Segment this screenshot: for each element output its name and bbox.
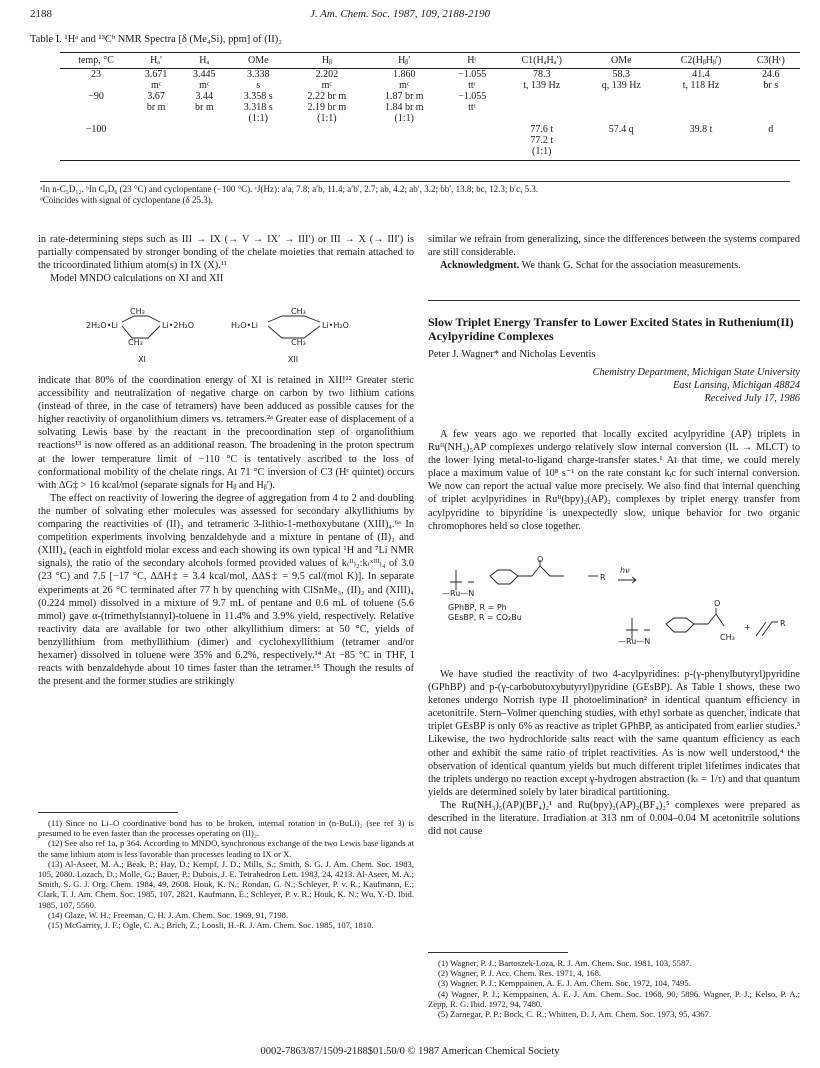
table-header-row: [60, 53, 800, 69]
footnote-r2: (2) Wagner, P. J. Acc. Chem. Res. 1971, 4, 168.: [438, 968, 602, 979]
table-cell: 41.4: [692, 69, 710, 80]
table-cell: [132, 135, 180, 146]
table-cell: 2.19 br m: [307, 102, 347, 113]
table-header-cell: temp, °C: [60, 53, 132, 69]
table-header-cell: OMe: [228, 53, 288, 69]
ru-label-1: —Ru—N: [442, 589, 475, 598]
table-cell: 77.2 t: [530, 135, 554, 146]
table-cell: [582, 91, 660, 102]
table-cell: −90: [88, 91, 104, 102]
table-cell: ttᶜ: [468, 80, 477, 91]
table-cell: [288, 124, 365, 135]
table-cell: [132, 113, 180, 124]
carbonyl-o-2: O: [714, 599, 721, 608]
table-cell: 77.6 t: [530, 124, 554, 135]
table-cell: [180, 113, 228, 124]
table-cell: q, 139 Hz: [601, 80, 641, 91]
table-row: [60, 124, 800, 135]
left-column-top: [38, 233, 414, 285]
article-title: Slow Triplet Energy Transfer to Lower Excited States in Ruthenium(II) Acylpyridine Complexes: [428, 315, 794, 343]
left-column-main: [38, 374, 414, 688]
table-cell: [60, 102, 132, 113]
table-row: [60, 91, 800, 102]
table-cell: −1.055: [458, 69, 487, 80]
label-xii: XII: [287, 355, 299, 364]
ru-center-1: [450, 570, 474, 590]
ru-label-2: —Ru—N: [618, 637, 651, 646]
table-cell: [443, 146, 501, 161]
right-footnotes: [428, 952, 800, 1019]
table-cell: [661, 102, 742, 113]
table-cell: mᶜ: [399, 80, 410, 91]
left-paragraph-1: in rate-determining steps such as III → IX (→ V → IX′ → III′) or III → X (→ III′) is partially compensated by stronger bonding of the chelate moieties that remain attached to the tricoordinated lithium atom(s) in IX (X).¹¹: [38, 234, 414, 272]
table-cell: [501, 91, 582, 102]
table-cell: 57.4 q: [608, 124, 634, 135]
table-cell: [366, 124, 443, 135]
table-cell: [228, 135, 288, 146]
left-footnotes: [38, 812, 414, 930]
table-cell: (1:1): [248, 113, 268, 124]
footnote-14: (14) Glaze, W. H.; Freeman, C. H. J. Am. Chem. Soc. 1969, 91, 7198.: [48, 909, 289, 920]
table-cell: [132, 146, 180, 161]
r-group-2: R: [780, 619, 786, 628]
table-header-cell: C2(HᵦHᵦ′): [661, 53, 742, 69]
received-date: Received July 17, 1986: [704, 393, 800, 404]
journal-citation: J. Am. Chem. Soc. 1987, 109, 2188-2190: [309, 8, 491, 20]
xi-ch3-top: CH₃: [130, 307, 145, 316]
table-cell: br m: [146, 102, 166, 113]
table-cell: [60, 80, 132, 91]
table-cell: 58.3: [612, 69, 631, 80]
acetyl-group: [694, 608, 724, 626]
table-cell: 78.3: [532, 69, 551, 80]
pyridine-ring-2: [666, 618, 694, 632]
reaction-scheme: [440, 555, 800, 668]
table-body: [60, 69, 800, 161]
table-header-cell: Hₐ′: [132, 53, 180, 69]
table-cell: br m: [194, 102, 214, 113]
left-paragraph-4: The effect on reactivity of lowering the degree of aggregation from 4 to 2 and doubling the number of solvating ether molecules was assessed for secondary alkyllithiums by comparing the reactivities of (II)₂ and tetrameric 3-lithio-1-methoxybutane (XIII)₄.⁶ᵃ In competition experiments involving benzaldehyde and a mixture in pentane of (II)₂ and (XIII)₄ (each in eightfold molar excess and each showing its own typical ¹H and ⁷Li NMR signals), the ratio of the secondary alcohols formed provided values of k₍ᴵᴵ₎₂:k₍ˣᴵᴵᴵ₎₄ of 3.0 (23 °C) and 7.5 [−17 °C, ΔΔH‡ = 3.4 kcal/mol, ΔΔS‡ = 9.5 cal/(mol K)]. In separate experiments at 26 °C terminated after 77 h by quenching with ClSnMe₃, (II)₂ and (XIII)₄ (0.224 mmol) dissolved in a mixture of 9.7 mL of pentane and 0.6 mL of toluene (5.6 mmol) gave α-(trimethylstannyl)-toluene in 11.4% and 3.9% yield, respectively. Relative reactivity data are available for two other alkyllithium dimers: at 50 °C, yields of benzyllithium from methyllithium (dimer) and cyclohexyllithium (tetramer and/or hexamer) dissolved in toluene were 35% and 6.2%, respectively.¹⁴ At −85 °C in THF, I reacts with benzaldehyde about 10 times faster than the tetramer.¹⁵ Though the results of the present and the former studies are strikingly: [38, 492, 414, 688]
left-paragraph-2: Model MNDO calculations on XI and XII: [50, 273, 224, 285]
left-footnote-rule: [38, 812, 178, 813]
table-cell: (1:1): [501, 146, 582, 161]
table-footnote-1: ᵃIn n-C₅D₁₂. ᵇIn C₆D₆ (23 °C) and cyclopentane (−100 °C). ᶜJ(Hz): a′a, 7.8; a′b, 11.4; a′b′, 2.7; ab, 4.2; ab′, 3.2; bb′, 13.8; bc, 12.3; b′c, 5.3.: [40, 184, 539, 194]
table-cell: [582, 146, 660, 161]
acknowledgment-text: We thank G. Schat for the association measurements.: [519, 260, 741, 272]
table-cell: [661, 146, 742, 161]
table-cell: ttᶜ: [468, 102, 477, 113]
right-paragraph-4: The Ru(NH₃)₅(AP)(BF₄)₂¹ and Ru(bpy)₂(AP)₂(BF₄)₂⁵ complexes were prepared as described in the literature. Irradiation at 313 nm of 0.004–0.04 M acetonitrile solutions did not cause: [428, 799, 800, 838]
table-cell: 3.318 s: [243, 102, 273, 113]
table-cell: 39.8 t: [689, 124, 713, 135]
acknowledgment: [428, 259, 800, 272]
table-cell: 3.445: [193, 69, 216, 80]
plus-sign: +: [744, 623, 751, 632]
table-cell: [582, 135, 660, 146]
xii-ch3-top: CH₃: [291, 307, 306, 316]
table-header-cell: Hᶜ: [443, 53, 501, 69]
table-cell: [443, 135, 501, 146]
table-cell: 1.84 br m: [384, 102, 424, 113]
table-header-cell: Hᵦ: [288, 53, 365, 69]
table-row: [60, 135, 800, 146]
right-column-main: [428, 668, 800, 838]
affiliation-1: Chemistry Department, Michigan State University: [592, 367, 800, 378]
table-cell: [661, 91, 742, 102]
footnote-13: (13) Al-Aseer, M. A.; Beak, P.; Hay, D.; Kempf, J. D.; Mills, S.; Smith, S. G. J. Am. Chem. Soc. 1983, 105, 2080. Lozach, D.; Molle, G.; Bauer, P.; Dubois, J. E. Tetrahedron Lett. 1983, 24, 4213. Al-Aseer, M. A.; Smith, S. G. J. Org. Chem. 1984, 49, 2608. Houk, K. N.; Rondan, G. N.; Schleyer, P. v. R.; Kaufmann, E.; Clark, T. J. Am. Chem. Soc. 1985, 107, 2821. Kaufmann, E.; Schleyer, P. v. R.; Houk, K. N.; Wu, Y.-D. Ibid. 1985, 107, 5560.: [38, 858, 414, 910]
right-paragraph-3: We have studied the reactivity of two 4-acylpyridines: p-(γ-phenylbutyryl)pyridine (GPhBP) and p-(γ-carbobutoxybutyryl)pyridine (GEsBP). As Table I shows, these two ketones undergo Norrish type II photoelimination² in identical quantum efficiency in acetonitrile. Stern–Volmer quenching studies, with ethyl sorbate as quencher, indicate that triplet GEsBP is only 6% as reactive as triplet GPhBP, as anticipated from earlier studies.³ Likewise, the two hydrochloride salts react with the same quantum efficiency as each other and exhibit the same ratio of triplet reactivities. As is now well understood,⁴ the observation of identical quantum yields but much different triplet lifetimes indicates that the triplets undergo no reaction except γ-hydrogen abstraction (kₜ = 1/τ) and that quantum yields are determined solely by later biradical partitioning.: [428, 669, 800, 798]
table-cell: [742, 91, 800, 102]
table-cell: br s: [763, 80, 779, 91]
table-cell: [742, 146, 800, 161]
table-cell: d: [768, 124, 774, 135]
table-row: [60, 80, 800, 91]
table-cell: [180, 146, 228, 161]
table-cell: [742, 135, 800, 146]
xii-bond-top: [268, 316, 320, 322]
table-cell: −1.055: [458, 91, 487, 102]
table-cell: t, 139 Hz: [523, 80, 561, 91]
table-cell: [180, 135, 228, 146]
table-cell: mᶜ: [150, 80, 162, 91]
label-xi: XI: [138, 355, 146, 364]
footnote-r4: (4) Wagner, P. J.; Kemppainen, A. E. J. Am. Chem. Soc. 1968, 90, 5896. Wagner, P. J.; Kelso, P. A.; Zepp, R. G. Ibid. 1972, 94, 7480.: [428, 988, 800, 1009]
table-cell: 3.358 s: [243, 91, 273, 102]
table-header-cell: C1(HₐHₐ′): [501, 53, 582, 69]
table-cell: [443, 124, 501, 135]
right-footnote-rule: [428, 952, 568, 953]
table-cell: 2.22 br m: [307, 91, 347, 102]
table-footnotes: [40, 181, 790, 206]
table-cell: [180, 124, 228, 135]
page-footer: 0002-7863/87/1509-2188$01.50/0 © 1987 American Chemical Society: [260, 1046, 560, 1057]
article-heading: [428, 300, 800, 405]
table-header-cell: OMe: [582, 53, 660, 69]
table-cell: 2.202: [315, 69, 339, 80]
xi-bond-top: [122, 316, 160, 322]
table-cell: [661, 135, 742, 146]
table-header-cell: Hᵦ′: [366, 53, 443, 69]
left-paragraph-3: indicate that 80% of the coordination energy of XI is retained in XII!¹² Greater steric accessibility and neutralization of negative charge on carbon by two lithium cations (instead of three, in the case of tetramers) have been adduced as possible causes for the higher reactivity of organolithium dimers vs. tetramers.²ᵃ Greater ease of displacement of a solvating Lewis base by the reactant in the precoordination step of organolithium reactions¹³ is now offered as an additional reason. The broadening in the proton spectrum at the lower temperature limit of −110 °C is tentatively ascribed to the loss of conformational mobility of the chelate rings. At 71 °C inversion of C3 (Hᶜ quintet) occurs with ΔG‡ > 16 kcal/mol (separate signals for Hᵦ and Hᵦ′).: [38, 375, 414, 491]
table-cell: [132, 124, 180, 135]
table-cell: [661, 113, 742, 124]
table-cell: [288, 135, 365, 146]
table-cell: [366, 135, 443, 146]
xi-ch3-bottom: CH₃: [128, 338, 143, 347]
structures-xi-xii: [38, 300, 414, 370]
footnote-12: (12) See also ref 1a, p 364. According to MNDO, synchronous exchange of the two Lewis base ligands at the same lithium atom is less favorable than processes leading to IX or X.: [38, 838, 414, 859]
table-cell: [742, 102, 800, 113]
table-cell: 24.6: [762, 69, 780, 80]
table-caption: Table I. ¹Hᵃ and ¹³Cᵇ NMR Spectra [δ (Me₄Si), ppm] of (II)₂: [30, 34, 282, 45]
hv-label: hν: [620, 566, 630, 575]
table-cell: 1.87 br m: [384, 91, 424, 102]
ch3-label: CH₃: [720, 633, 735, 642]
table-row: [60, 69, 800, 81]
table-cell: [501, 102, 582, 113]
table-cell: mᶜ: [199, 80, 210, 91]
affiliation-2: East Lansing, Michigan 48824: [673, 380, 800, 391]
table-cell: 1.860: [393, 69, 416, 80]
table-cell: 3.44: [195, 91, 214, 102]
table-cell: [501, 113, 582, 124]
table-cell: (1:1): [317, 113, 337, 124]
table-cell: [60, 135, 132, 146]
footnote-r1: (1) Wagner, P. J.; Bartoszek-Loza, R. J. Am. Chem. Soc. 1981, 103, 5587.: [438, 958, 692, 968]
table-cell: [60, 146, 132, 161]
right-paragraph-1: similar we refrain from generalizing, since the differences between the systems compared are still considerable.: [428, 234, 800, 259]
footnote-r5: (5) Zarnegar, P. P.; Bock, C. R.; Whitten, D. J. Am. Chem. Soc. 1973, 95, 4367.: [438, 1009, 712, 1020]
table-cell: [60, 113, 132, 124]
xi-left-ligand: 2H₂O•Li: [86, 321, 119, 330]
table-cell: 3.338: [247, 69, 270, 80]
table-cell: (1:1): [394, 113, 414, 124]
right-paragraph-2: A few years ago we reported that locally excited acylpyridine (AP) triplets in Ruᴵᴵ(NH₃)₅AP complexes undergo relatively slow internal conversion (IL → MLCT) to the lower lying metal-to-ligand charge-transfer states.¹ At that time, we could merely place a maximum value of 10⁸ s⁻¹ on the rate constant kᵢc for such internal conversion. We now can report the actual value more precisely. We also find that internal quenching of triplet acylpyridines in Ruᴵᴵ(bpy)₂(AP)₂ complexes by triplet energy transfer from acylpyridine to bipyridine is unexpectedly slow, unique behavior for two organic chromophores held so close together.: [428, 429, 800, 532]
table-header-cell: Hₐ: [180, 53, 228, 69]
page-number: 2188: [30, 8, 52, 20]
footnote-r3: (3) Wagner, P. J.; Kemppainen, A. E. J. Am. Chem. Soc. 1972, 104, 7495.: [438, 978, 691, 989]
table-cell: [582, 102, 660, 113]
r-group-1: R: [600, 573, 606, 582]
table-header-cell: C3(Hᶜ): [742, 53, 800, 69]
page-header: [30, 8, 770, 24]
table-cell: −100: [85, 124, 107, 135]
acknowledgment-label: Acknowledgment.: [440, 260, 520, 272]
table-cell: [443, 113, 501, 124]
table-row: [60, 146, 800, 161]
table-cell: [288, 146, 365, 161]
footnote-15: (15) McGarrity, J. F.; Ogle, C. A.; Brich, Z.; Loosli, H.-R. J. Am. Chem. Soc. 1985, 107, 1810.: [48, 920, 374, 931]
table-cell: mᶜ: [321, 80, 333, 91]
table-cell: 23: [91, 69, 102, 80]
xii-ch3-bottom: CH₃: [291, 338, 306, 347]
table-cell: 3.67: [147, 91, 165, 102]
xii-bond-bottom: [268, 326, 320, 338]
gphbp-label: GPhBP, R = Ph: [448, 603, 507, 612]
table-cell: [366, 146, 443, 161]
xi-bond-bottom: [122, 326, 160, 338]
table-footnote-2: ᵈCoincides with signal of cyclopentane (δ 25.3).: [40, 195, 213, 205]
hv-arrow: [618, 577, 636, 583]
xi-right-ligand: Li•2H₂O: [162, 321, 195, 330]
table-cell: [582, 113, 660, 124]
scheme-compound-labels: [448, 603, 522, 622]
table-cell: t, 118 Hz: [682, 80, 720, 91]
table-row: [60, 102, 800, 113]
table-cell: [228, 146, 288, 161]
alkene-product: [756, 622, 778, 636]
nmr-table: [60, 52, 800, 161]
table-cell: s: [256, 80, 261, 91]
footnote-11: (11) Since no Li–O coordinative bond has to be broken, internal rotation in (n-BuLi)₂ (see ref 3) is presumed to be even faster than the processes operating on (II)₂.: [38, 818, 414, 839]
table-cell: [228, 124, 288, 135]
table-cell: 3.671: [144, 69, 168, 80]
gesbp-label: GEsBP, R = CO₂Bu: [448, 613, 522, 622]
right-column-top: [428, 233, 800, 272]
xii-left-ligand: H₂O•Li: [231, 321, 258, 330]
table-row: [60, 113, 800, 124]
table-cell: [742, 113, 800, 124]
carbonyl-o-1: O: [537, 555, 544, 564]
table-footnote-rule: [40, 181, 790, 182]
article-rule: [428, 300, 800, 301]
right-column-intro: [428, 428, 800, 533]
pyridine-ring-1: [490, 570, 518, 584]
xii-right-ligand: Li•H₂O: [322, 321, 349, 330]
article-authors: Peter J. Wagner* and Nicholas Leventis: [428, 349, 596, 360]
